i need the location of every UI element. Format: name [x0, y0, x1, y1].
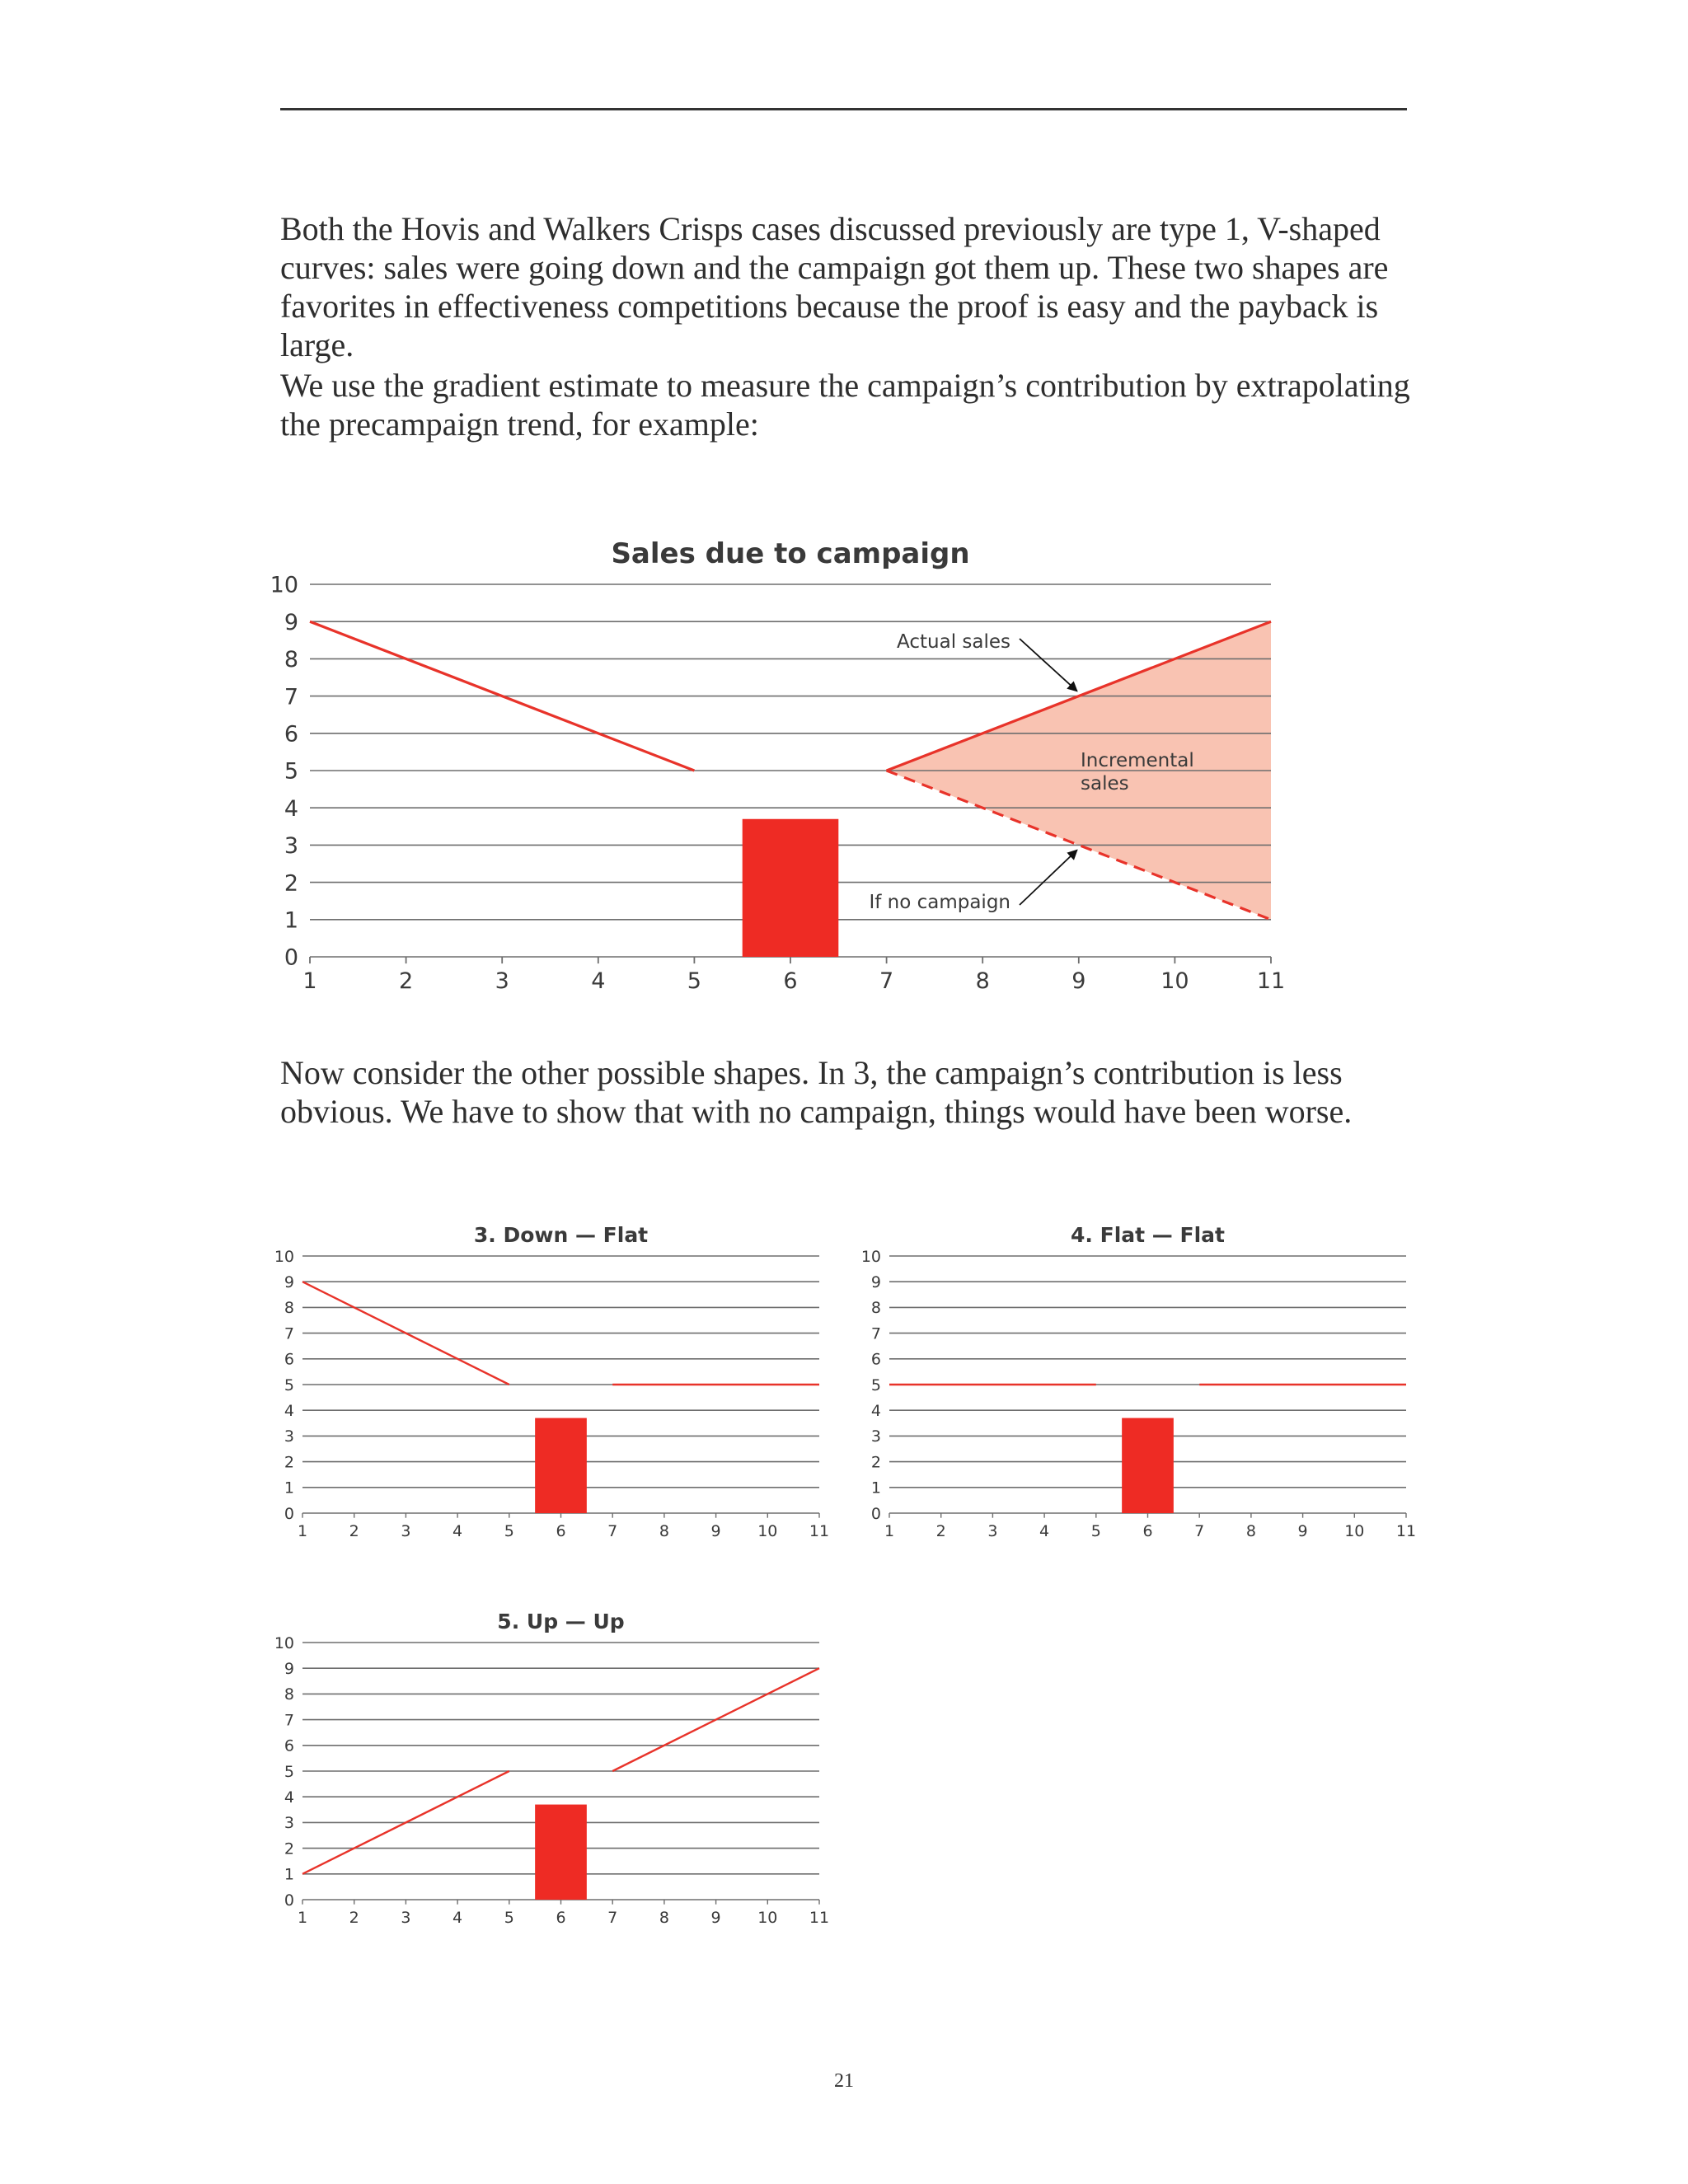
y-tick-label: 9 — [284, 1273, 294, 1292]
y-tick-label: 9 — [870, 1273, 881, 1292]
campaign-bar — [535, 1805, 587, 1900]
chart-title: 5. Up — Up — [497, 1610, 625, 1633]
y-tick-label: 6 — [870, 1350, 881, 1369]
y-tick-label: 10 — [274, 1633, 294, 1652]
y-tick-label: 4 — [870, 1402, 881, 1421]
x-tick-label: 5 — [504, 1522, 514, 1540]
y-tick-label: 7 — [284, 684, 298, 710]
x-tick-label: 10 — [1160, 968, 1189, 994]
y-tick-label: 6 — [284, 1350, 294, 1369]
x-tick-label: 4 — [452, 1909, 463, 1927]
x-tick-label: 1 — [297, 1909, 308, 1927]
annotation-incremental-line2: sales — [1081, 773, 1129, 794]
y-tick-label: 8 — [870, 1299, 881, 1318]
body-paragraph-2: We use the gradient estimate to measure the campaign’s contribution by extrapolating the precampaign trend, for example: — [280, 367, 1410, 443]
y-tick-label: 3 — [870, 1427, 881, 1446]
body-paragraph-1: Both the Hovis and Walkers Crisps cases discussed previously are type 1, V-shaped curves: sales were going down and the campaign got them up. These two shapes are favorites in effectiveness competitions because the proof is easy and the payback is large. — [280, 210, 1389, 363]
x-tick-label: 6 — [783, 968, 798, 994]
y-tick-label: 8 — [284, 1299, 294, 1318]
x-tick-label: 1 — [884, 1522, 895, 1540]
chart-title: 3. Down — Flat — [473, 1223, 649, 1247]
x-tick-label: 8 — [659, 1522, 669, 1540]
y-tick-label: 4 — [284, 1788, 294, 1807]
x-tick-label: 9 — [1297, 1522, 1308, 1540]
y-tick-label: 2 — [870, 1453, 881, 1472]
x-tick-label: 11 — [1395, 1522, 1417, 1540]
y-tick-label: 10 — [274, 1247, 294, 1266]
annotation-actual-sales: Actual sales — [897, 631, 1010, 653]
y-tick-label: 10 — [860, 1247, 881, 1266]
campaign-bar — [1122, 1418, 1174, 1513]
y-tick-label: 2 — [284, 870, 298, 897]
y-tick-label: 0 — [870, 1504, 881, 1523]
x-tick-label: 5 — [1090, 1522, 1101, 1540]
x-tick-label: 3 — [987, 1522, 998, 1540]
x-tick-label: 1 — [302, 968, 317, 994]
x-tick-label: 4 — [452, 1522, 463, 1540]
y-tick-label: 5 — [284, 1376, 294, 1394]
x-tick-label: 9 — [710, 1522, 721, 1540]
y-tick-label: 1 — [284, 1479, 294, 1497]
y-tick-label: 1 — [284, 1865, 294, 1884]
y-tick-label: 6 — [284, 1736, 294, 1755]
y-tick-label: 9 — [284, 609, 298, 635]
x-tick-label: 11 — [809, 1522, 830, 1540]
page-number: 21 — [834, 2070, 854, 2092]
y-tick-label: 0 — [284, 1891, 294, 1910]
y-tick-label: 10 — [270, 572, 298, 598]
x-tick-label: 8 — [1245, 1522, 1256, 1540]
x-tick-label: 4 — [591, 968, 606, 994]
y-tick-label: 5 — [870, 1376, 881, 1394]
x-tick-label: 11 — [809, 1909, 830, 1927]
x-tick-label: 7 — [607, 1909, 618, 1927]
y-tick-label: 3 — [284, 1814, 294, 1833]
x-tick-label: 10 — [757, 1522, 778, 1540]
y-tick-label: 8 — [284, 647, 298, 673]
x-tick-label: 2 — [349, 1909, 359, 1927]
x-tick-label: 10 — [1344, 1522, 1365, 1540]
x-tick-label: 2 — [349, 1522, 359, 1540]
y-tick-label: 7 — [870, 1324, 881, 1343]
y-tick-label: 2 — [284, 1840, 294, 1858]
x-tick-label: 9 — [710, 1909, 721, 1927]
y-tick-label: 3 — [284, 833, 298, 860]
x-tick-label: 8 — [975, 968, 990, 994]
y-tick-label: 3 — [284, 1427, 294, 1446]
x-tick-label: 2 — [399, 968, 414, 994]
x-tick-label: 6 — [556, 1522, 566, 1540]
y-tick-label: 7 — [284, 1324, 294, 1343]
chart-up-up — [0, 0, 832, 1937]
y-tick-label: 8 — [284, 1685, 294, 1704]
x-tick-label: 8 — [659, 1909, 669, 1927]
x-tick-label: 9 — [1071, 968, 1086, 994]
y-tick-label: 0 — [284, 1504, 294, 1523]
y-tick-label: 4 — [284, 795, 298, 822]
body-paragraph-3: Now consider the other possible shapes. In 3, the campaign’s contribution is less obvious. We have to show that with no campaign, things would have been worse. — [280, 1054, 1353, 1130]
x-tick-label: 3 — [495, 968, 509, 994]
x-tick-label: 10 — [757, 1909, 778, 1927]
x-tick-label: 3 — [401, 1522, 411, 1540]
y-tick-label: 7 — [284, 1711, 294, 1730]
y-tick-label: 5 — [284, 758, 298, 785]
y-tick-label: 0 — [284, 944, 298, 971]
x-tick-label: 4 — [1039, 1522, 1050, 1540]
x-tick-label: 6 — [1142, 1522, 1153, 1540]
y-tick-label: 1 — [284, 907, 298, 934]
x-tick-label: 6 — [556, 1909, 566, 1927]
x-tick-label: 5 — [687, 968, 701, 994]
x-tick-label: 3 — [401, 1909, 411, 1927]
chart-title: Sales due to campaign — [611, 537, 970, 570]
y-tick-label: 9 — [284, 1660, 294, 1679]
x-tick-label: 5 — [504, 1909, 514, 1927]
x-tick-label: 7 — [1194, 1522, 1205, 1540]
annotation-if-no-campaign: If no campaign — [869, 892, 1010, 913]
chart-title: 4. Flat — Flat — [1071, 1223, 1225, 1247]
y-tick-label: 6 — [284, 721, 298, 748]
x-tick-label: 11 — [1256, 968, 1286, 994]
x-tick-label: 1 — [297, 1522, 308, 1540]
y-tick-label: 2 — [284, 1453, 294, 1472]
y-tick-label: 4 — [284, 1402, 294, 1421]
annotation-incremental: Incremental — [1081, 750, 1194, 771]
x-tick-label: 7 — [607, 1522, 618, 1540]
x-tick-label: 2 — [935, 1522, 946, 1540]
x-tick-label: 7 — [879, 968, 894, 994]
y-tick-label: 1 — [870, 1479, 881, 1497]
y-tick-label: 5 — [284, 1762, 294, 1781]
